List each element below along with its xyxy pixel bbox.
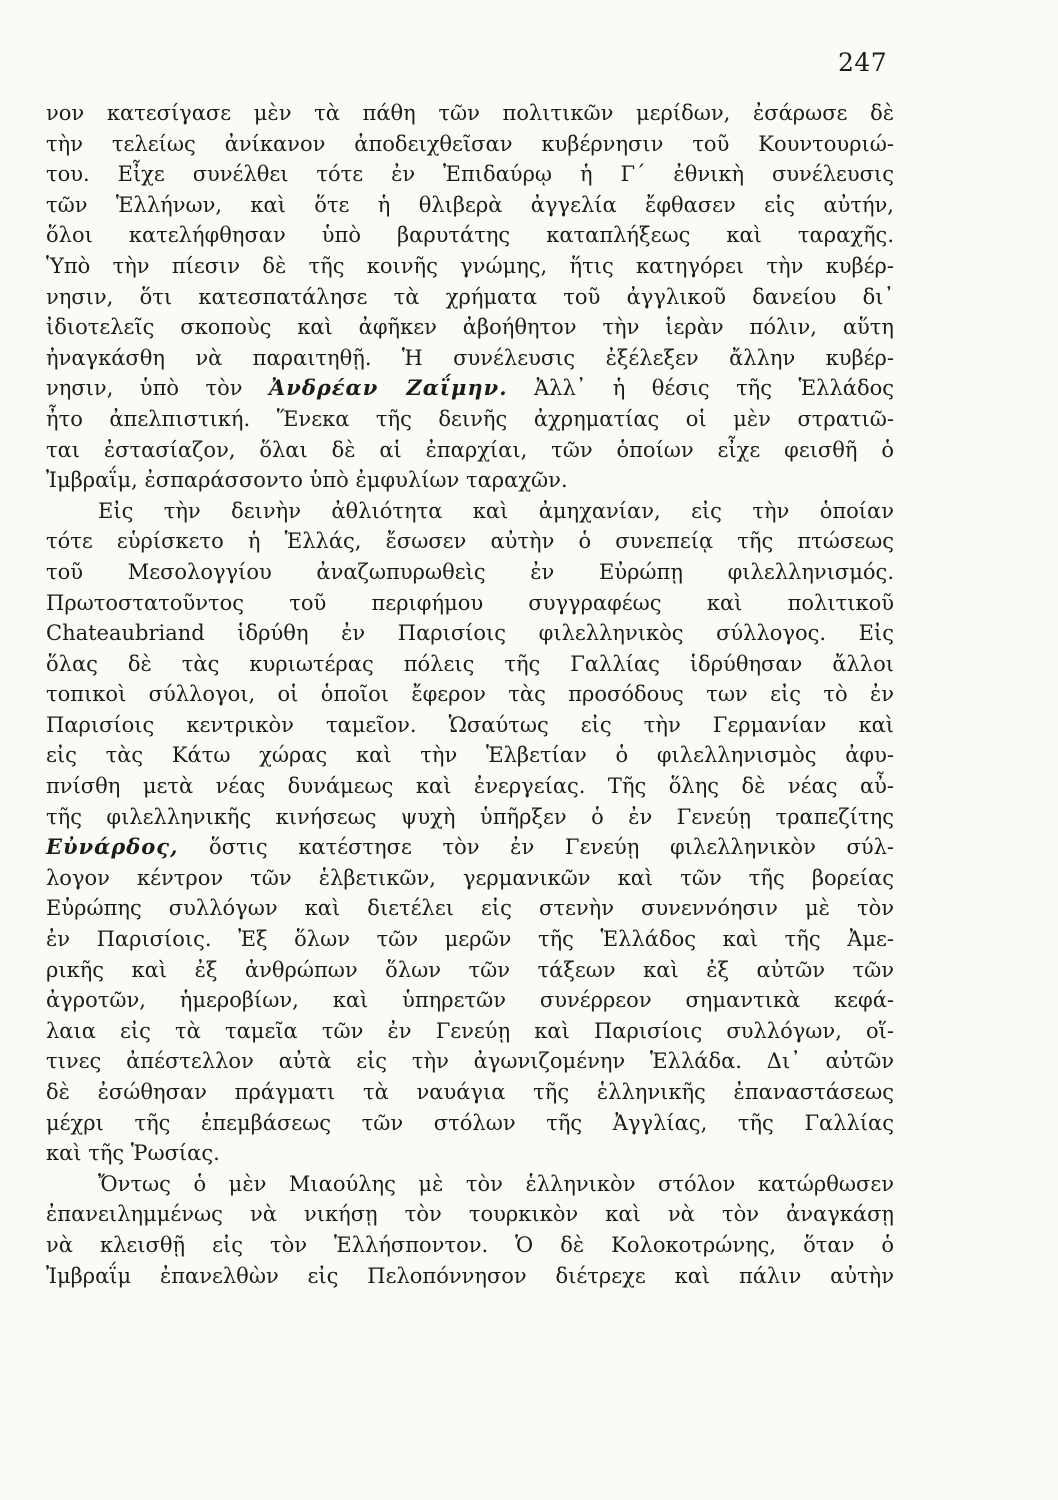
text-line: Εὐρώπης συλλόγων καὶ διετέλει εἰς στενὴν συνεννόησιν μὲ τὸν [46,896,894,921]
text-segment: Ἀλλ᾽ ἡ θέσις τῆς Ἑλλάδος [507,376,894,401]
text-line: δὲ ἐσώθησαν πράγματι τὰ ναυάγια τῆς ἑλληνικῆς ἐπαναστάσεως [46,1080,894,1104]
text-line: λογον κέντρον τῶν ἑλβετικῶν, γερμανικῶν καὶ τῶν τῆς βορείας [46,865,894,890]
page-number: 247 [838,48,888,77]
text-line: εἰς τὰς Κάτω χώρας καὶ τὴν Ἑλβετίαν ὁ φιλελληνισμὸς ἀφυ- [46,743,894,768]
text-line: ἰδιοτελεῖς σκοποὺς καὶ ἀφῆκεν ἀβοήθητον τὴν ἱερὰν πόλιν, αὕτη [46,315,894,340]
emphasized-name: Εὐνάρδος, [46,834,179,860]
text-line: ρικῆς καὶ ἐξ ἀνθρώπων ὅλων τῶν τάξεων καὶ ἐξ αὐτῶν τῶν [46,957,894,982]
text-line: νησιν, ὅτι κατεσπατάλησε τὰ χρήματα τοῦ ἀγγλικοῦ δανείου δι᾽ [46,284,894,309]
text-line: τῶν Ἑλλήνων, καὶ ὅτε ἡ θλιβερὰ ἀγγελία ἔφθασεν εἰς αὐτήν, [46,192,894,217]
text-line: καὶ τῆς Ῥωσίας. [46,1141,220,1166]
text-line: τοπικοὶ σύλλογοι, οἱ ὁποῖοι ἔφερον τὰς προσόδους των εἰς τὸ ἐν [46,682,894,707]
text-line: τὴν τελείως ἀνίκανον ἀποδειχθεῖσαν κυβέρνησιν τοῦ Κουντουριώ- [46,131,894,156]
paragraph [46,98,894,496]
text-line: νὰ κλεισθῇ εἰς τὸν Ἑλλήσποντον. Ὁ δὲ Κολοκοτρώνης, ὅταν ὁ [46,1232,894,1257]
text-segment: νησιν, ὑπὸ τὸν [46,376,269,401]
text-line: τινες ἀπέστελλον αὐτὰ εἰς τὴν ἀγωνιζομένην Ἑλλάδα. Δι᾽ αὐτῶν [46,1049,894,1074]
text-line: ἐπανειλημμένως νὰ νικήσῃ τὸν τουρκικὸν καὶ νὰ τὸν ἀναγκάσῃ [46,1202,894,1227]
text-line: ὅλοι κατελήφθησαν ὑπὸ βαρυτάτης καταπλήξεως καὶ ταραχῆς. [46,223,894,248]
text-line [46,373,894,404]
text-line: Παρισίοις κεντρικὸν ταμεῖον. Ὡσαύτως εἰς τὴν Γερμανίαν καὶ [46,712,894,737]
text-line: ἠναγκάσθη νὰ παραιτηθῇ. Ἡ συνέλευσις ἐξέλεξεν ἄλλην κυβέρ- [46,345,894,370]
text-line: του. Εἶχε συνέλθει τότε ἐν Ἐπιδαύρῳ ἡ Γ΄ ἐθνικὴ συνέλευσις [46,162,894,187]
text-line: ται ἐστασίαζον, ὅλαι δὲ αἱ ἐπαρχίαι, τῶν ὁποίων εἶχε φεισθῆ ὁ [46,437,894,462]
text-line: Ἰμβραΐμ ἐπανελθὼν εἰς Πελοπόννησον διέτρεχε καὶ πάλιν αὐτὴν [46,1263,894,1288]
text-line: νον κατεσίγασε μὲν τὰ πάθη τῶν πολιτικῶν μερίδων, ἐσάρωσε δὲ [46,101,894,125]
text-line: ἀγροτῶν, ἡμεροβίων, καὶ ὑπηρετῶν συνέρρεον σημαντικὰ κεφά- [46,988,894,1013]
text-segment: ὅστις κατέστησε τὸν ἐν Γενεύῃ φιλελληνικὸν σύλ- [178,835,894,860]
text-line: Chateaubriand ἱδρύθη ἐν Παρισίοις φιλελληνικὸς σύλλογος. Εἰς [46,621,894,646]
text-line: Ἰμβραΐμ, ἐσπαράσσοντο ὑπὸ ἐμφυλίων ταραχῶν. [46,468,568,493]
text-line: Εἰς τὴν δεινὴν ἀθλιότητα καὶ ἀμηχανίαν, εἰς τὴν ὁποίαν [98,498,894,523]
text-line: λαια εἰς τὰ ταμεῖα τῶν ἐν Γενεύῃ καὶ Παρισίοις συλλόγων, οἵ- [46,1018,894,1043]
paragraph [46,496,894,1169]
text-line: τότε εὑρίσκετο ἡ Ἑλλάς, ἔσωσεν αὐτὴν ὁ συνεπείᾳ τῆς πτώσεως [46,529,894,554]
paragraph [46,1169,894,1291]
text-line: πνίσθη μετὰ νέας δυνάμεως καὶ ἐνεργείας. Τῆς ὅλης δὲ νέας αὖ- [46,774,894,799]
text-line: Ὄντως ὁ μὲν Μιαούλης μὲ τὸν ἑλληνικὸν στόλον κατώρθωσεν [98,1171,894,1196]
text-line: ἐν Παρισίοις. Ἐξ ὅλων τῶν μερῶν τῆς Ἑλλάδος καὶ τῆς Ἀμε- [46,927,894,952]
text-line: τοῦ Μεσολογγίου ἀναζωπυρωθεὶς ἐν Εὐρώπῃ φιλελληνισμός. [46,559,894,584]
text-line: μέχρι τῆς ἐπεμβάσεως τῶν στόλων τῆς Ἀγγλίας, τῆς Γαλλίας [46,1110,894,1135]
body-text [46,98,894,1291]
text-line: Ὑπὸ τὴν πίεσιν δὲ τῆς κοινῆς γνώμης, ἥτις κατηγόρει τὴν κυβέρ- [46,253,894,278]
text-line: ὅλας δὲ τὰς κυριωτέρας πόλεις τῆς Γαλλίας ἱδρύθησαν ἄλλοι [46,651,894,676]
emphasized-name: Ἀνδρέαν Ζαΐμην. [268,375,508,401]
text-line: τῆς φιλελληνικῆς κινήσεως ψυχὴ ὑπῆρξεν ὁ ἐν Γενεύῃ τραπεζίτης [46,804,894,829]
text-line: Πρωτοστατοῦντος τοῦ περιφήμου συγγραφέως καὶ πολιτικοῦ [46,590,894,615]
text-line: ἦτο ἀπελπιστική. Ἕνεκα τῆς δεινῆς ἀχρηματίας οἱ μὲν στρατιῶ- [46,406,894,431]
text-line [46,832,894,863]
